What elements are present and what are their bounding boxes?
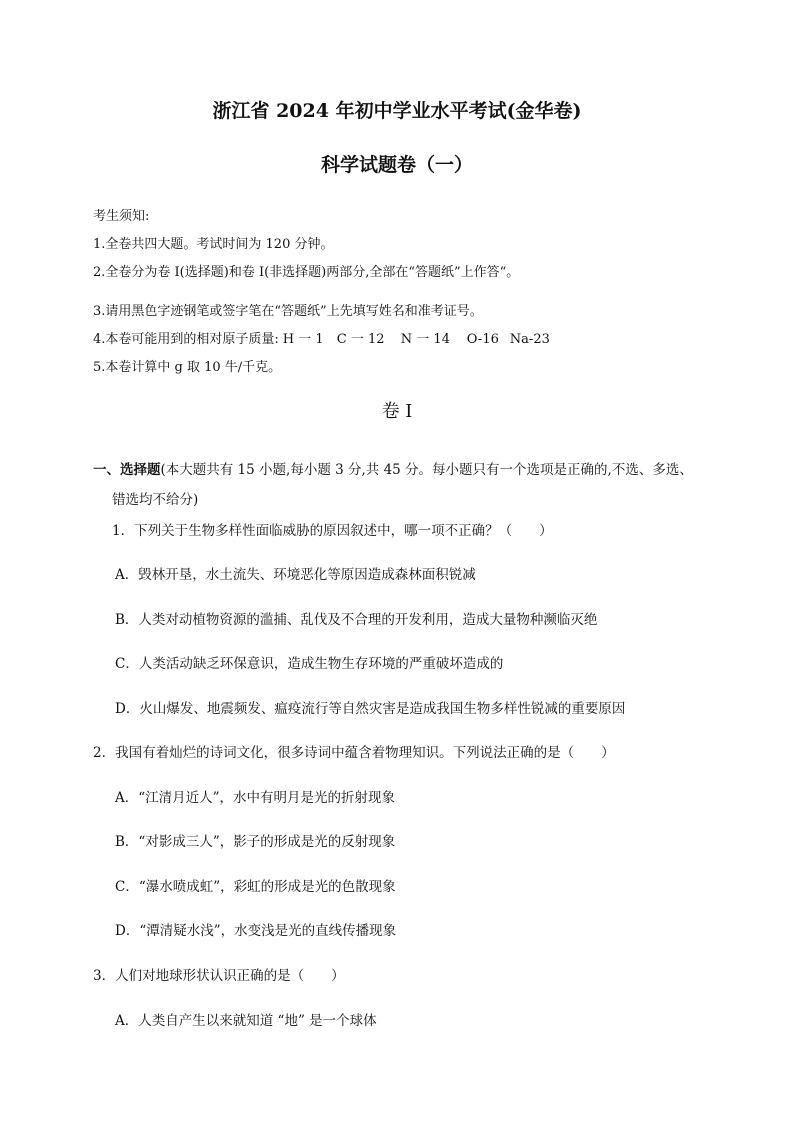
notice-heading: 考生须知:	[93, 209, 150, 224]
section-title: 卷 I	[381, 401, 413, 422]
atomic-mass-n: N 一 14	[400, 332, 450, 347]
question-stem: 2．我国有着灿烂的诗词文化，很多诗词中蕴含着物理知识。下列说法正确的是（ ）	[93, 745, 615, 761]
option-b: B．人类对动植物资源的滥捕、乱伐及不合理的开发利用，造成大量物种濒临灭绝	[115, 612, 598, 628]
atomic-mass-prefix: 4.本卷可能用到的相对原子质量:	[93, 332, 279, 347]
option-b: B．“对影成三人”，影子的形成是光的反射现象	[115, 834, 396, 850]
atomic-mass-c: C 一 12	[336, 332, 385, 347]
notice-item-5: 5.本卷计算中 g 取 10 牛/千克。	[93, 360, 282, 375]
notice-item-1: 1.全卷共四大题。考试时间为 120 分钟。	[93, 237, 334, 252]
part-description: (本大题共有 15 小题,每小题 3 分,共 45 分。每小题只有一个选项是正确的,不选、多选、	[160, 462, 693, 478]
part-label: 一、选择题	[93, 462, 161, 478]
part-heading	[93, 458, 693, 478]
atomic-mass-h: H 一 1	[282, 332, 324, 347]
atomic-mass-na: Na-23	[509, 332, 550, 347]
option-d: D．“潭清疑水浅”，水变浅是光的直线传播现象	[115, 923, 397, 939]
notice-item-3: 3.请用黑色字迹钢笔或签字笔在“答题纸”上先填写姓名和准考证号。	[93, 304, 483, 319]
notice-item-2: 2.全卷分为卷 I(选择题)和卷 I(非选择题)两部分,全部在“答题纸”上作答“。	[93, 265, 520, 280]
option-a: A．人类自产生以来就知道 “地” 是一个球体	[115, 1013, 377, 1029]
option-a: A．毁林开垦，水土流失、环境恶化等原因造成森林面积锐减	[115, 567, 476, 583]
notice-item-4	[93, 328, 550, 347]
question-stem: 1．下列关于生物多样性面临威胁的原因叙述中，哪一项不正确？（ ）	[112, 523, 553, 539]
atomic-mass-o: O-16	[466, 332, 499, 347]
option-a: A．“江清月近人”，水中有明月是光的折射现象	[115, 790, 396, 806]
option-d: D．火山爆发、地震频发、瘟疫流行等自然灾害是造成我国生物多样性锐减的重要原因	[115, 701, 626, 717]
part-description-cont: 错选均不给分)	[112, 492, 199, 508]
exam-title: 浙江省 2024 年初中学业水平考试(金华卷)	[212, 100, 582, 122]
option-c: C．人类活动缺乏环保意识，造成生物生存环境的严重破坏造成的	[115, 656, 504, 672]
exam-subtitle: 科学试题卷（一）	[320, 154, 473, 176]
question-stem: 3．人们对地球形状认识正确的是（ ）	[93, 968, 345, 984]
option-c: C．“瀑水喷成虹”，彩虹的形成是光的色散现象	[115, 879, 396, 895]
